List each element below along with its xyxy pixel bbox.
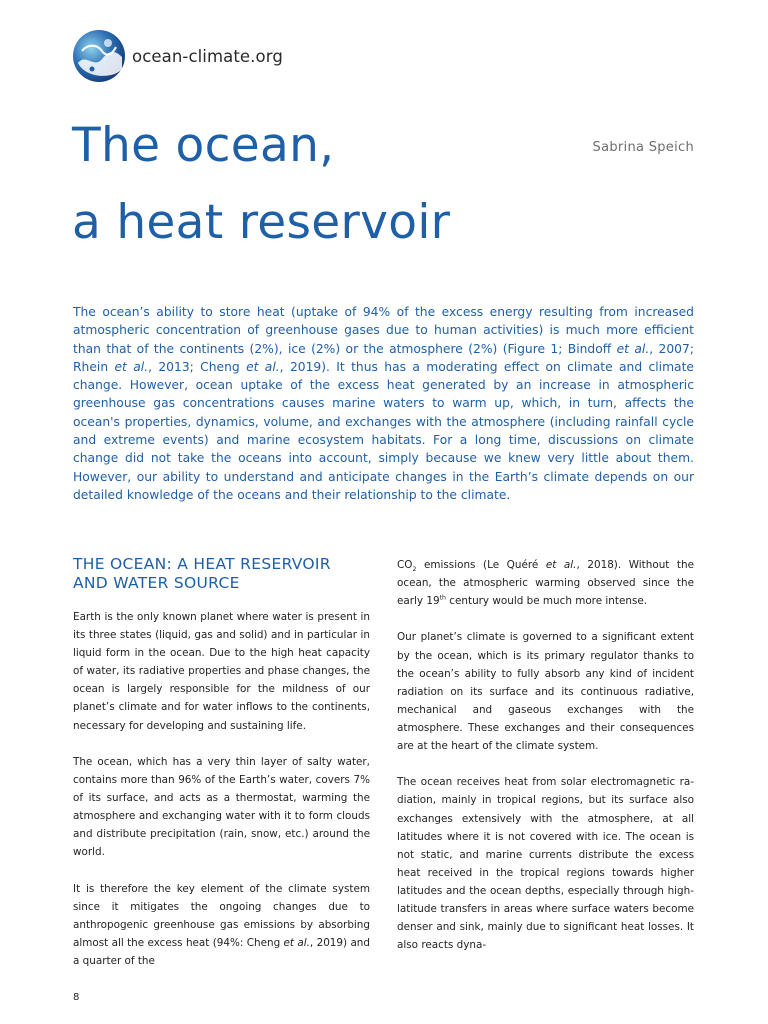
body-paragraph: The ocean, which has a very thin layer of salty water, contains more than 96% of the Earth’s water, covers 7% of its surface, and acts as a thermostat, warming the atmosphere and exchanging water with it to form clouds and distribute precipitation (rain, snow, etc.) around the world. xyxy=(73,755,370,859)
italic-text: et al. xyxy=(246,359,280,374)
section-heading: THE OCEAN: A HEAT RESERVOIR AND WATER SOURCE xyxy=(73,555,331,592)
body-paragraph: Earth is the only known planet where water is present in its three states (liquid, gas and solid) and in particular in liquid form in the ocean. Due to the high heat capacity of water, its radiative properties and phase changes, the ocean is largely responsible for the mildness of our planet’s climate and for water inflows to the continents, necessary for developing and sustaining life. xyxy=(73,611,370,732)
ocean-climate-logo-icon xyxy=(72,29,126,83)
title-line-1: The ocean, xyxy=(72,118,335,173)
abstract: The ocean’s ability to store heat (uptake of 94% of the excess energy resulting from increased atmospheric concentration of greenhouse gases due to human activities) is much more efficient than that of the continents (2%), ice (2%) or the atmosphere (2%) (Figure 1; Bindoff et al., 2007; Rhein et al., 2013; Cheng et al., 2019). It thus has a moderating effect on climate and climate change. However, ocean uptake of the excess heat generated by an increase in atmospheric greenhouse gas concentrations causes marine waters to warm up, which, in turn, affects the ocean's properties, dynamics, volume, and exchanges with the atmosphere (including rainfall cycle and extreme events) and marine ecosystem habitats. For a long time, discussions on climate change did not take the oceans into account, simply because we knew very little about them. However, our ability to understand and anticipate changes in the Earth’s climate depends on our detailed knowledge of the oceans and their relationship to the climate. xyxy=(73,305,694,502)
author-name: Sabrina Speich xyxy=(592,140,694,155)
page-title xyxy=(72,107,450,261)
site-logo[interactable] xyxy=(72,29,283,83)
italic-text: et al. xyxy=(283,936,310,949)
italic-text: et al. xyxy=(616,341,650,356)
logo-text: ocean-climate.org xyxy=(132,46,283,66)
left-column xyxy=(73,555,370,988)
page-number: 8 xyxy=(73,992,80,1003)
superscript-text: th xyxy=(439,594,446,602)
subscript-text: 2 xyxy=(412,566,417,574)
title-line-2: a heat reservoir xyxy=(72,195,451,250)
body-paragraph: $CO_2$ emissions (Le Quéré et al., 2018). Without the ocean, the atmospheric warming observed since the early 19th century would be much more intense. xyxy=(397,559,694,608)
right-column xyxy=(397,556,694,972)
body-paragraph: The ocean receives heat from solar electromagnetic radiation, mainly in tropical regions, but its surface also exchanges extensively with the atmosphere, at all latitudes where it is not covered with ice. The ocean is not static, and marine currents distribute the excess heat received in the tropical regions towards higher latitudes and the ocean depths, especially through high-latitude transfers in areas where surface waters become denser and sink, mainly due to significant heat losses. It also reacts dyna- xyxy=(397,776,694,952)
body-paragraph: It is therefore the key element of the climate system since it mitigates the ongoing changes due to anthropogenic greenhouse gas emissions by absorbing almost all the excess heat (94%: Cheng et al., 2019) and a quarter of the xyxy=(73,882,370,967)
body-paragraph: Our planet’s climate is governed to a significant extent by the ocean, which is its primary regulator thanks to the ocean’s ability to fully absorb any kind of incident radiation on its surface and its continuous radiative, mechanical and gaseous exchanges with the atmosphere. These exchanges and their consequences are at the heart of the climate system. xyxy=(397,631,694,753)
italic-text: et al. xyxy=(545,559,577,571)
italic-text: et al. xyxy=(114,359,149,374)
